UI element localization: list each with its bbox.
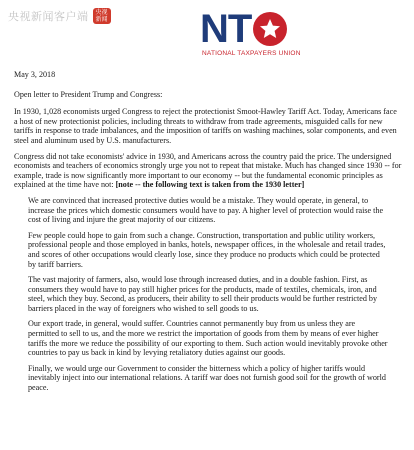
ntu-logo	[200, 7, 338, 62]
quote-paragraph-1: We are convinced that increased protective duties would be a mistake. They would operate, in general, to increase the prices which domestic consumers would have to pay. A higher level of protection would raise the cost of living and injure the great majority of our citizens.	[28, 195, 384, 225]
quote-paragraph-2: Few people could hope to gain from such a change. Construction, transportation and public utility workers, professional people and those employed in banks, hotels, newspaper offices, in the wholesale and retail trades, and scores of other occupations would clearly lose, since they produce no products which could be protected by tariff barriers.	[28, 230, 386, 269]
quote-paragraph-5: Finally, we would urge our Government to consider the bitterness which a policy of higher tariffs would inevitably inject into our international relations. A tariff war does not furnish good soil for the growth of world peace.	[28, 363, 386, 393]
paragraph-2-text: Congress did not take economists' advice in 1930, and Americans across the country paid the price. The undersigned economists and teachers of economics strongly urge you not to repeat that mistake. Much has changed since 1930 -- for example, trade is now significantly more important to our economy -- but the fundamental economic principles as explained at the time have not:	[14, 151, 402, 190]
quote-paragraph-3: The vast majority of farmers, also, would lose through increased duties, and in a double fashion. First, as consumers they would have to pay still higher prices for the products, made of textiles, chemicals, iron, and steel, which they buy. Second, as producers, their ability to sell their products would be further restricted by barriers placed in the way of foreigners who wished to sell goods to us.	[28, 275, 377, 313]
quoted-1930-letter	[14, 196, 388, 393]
star-icon-glyph	[258, 17, 282, 41]
letter-paragraph-1: In 1930, 1,028 economists urged Congress to reject the protectionist Smoot-Hawley Tariff Act. Today, Americans face a host of new protectionist policies, including threats to withdraw from trade agreements, misguided calls for new tariffs in response to trade imbalances, and the imposition of tariffs on washing machines, solar components, and even steel and aluminum used by U.S. manufacturers.	[14, 107, 397, 145]
logo-letter-n: N	[200, 7, 228, 51]
paragraph-2-note: [note -- the following text is taken from the 1930 letter]	[115, 180, 305, 190]
watermark-badge-line1: 央视	[95, 9, 108, 16]
logo-letter-t: T	[227, 7, 252, 51]
letter-opening: Open letter to President Trump and Congress:	[14, 89, 163, 99]
quote-paragraph-4: Our export trade, in general, would suffer. Countries cannot permanently buy from us unless they are permitted to sell to us, and the more we restrict the importation of goods from them by means of ever higher tariffs the more we reduce the possibility of our exporting to them. Such action would inevitably provoke other countries to pay us back in kind by levying retaliatory duties against our goods.	[28, 319, 388, 358]
logo-subtitle: NATIONAL TAXPAYERS UNION	[202, 50, 301, 57]
star-icon	[253, 12, 287, 46]
watermark-text: 央视新闻客户端	[8, 10, 89, 23]
letter-paragraph-2	[14, 152, 402, 190]
letter-date: May 3, 2018	[14, 70, 56, 79]
letter-body	[14, 70, 402, 399]
watermark-badge	[93, 8, 111, 24]
watermark	[8, 8, 111, 24]
watermark-badge-line2: 新闻	[95, 16, 108, 23]
logo-letters	[200, 7, 287, 51]
